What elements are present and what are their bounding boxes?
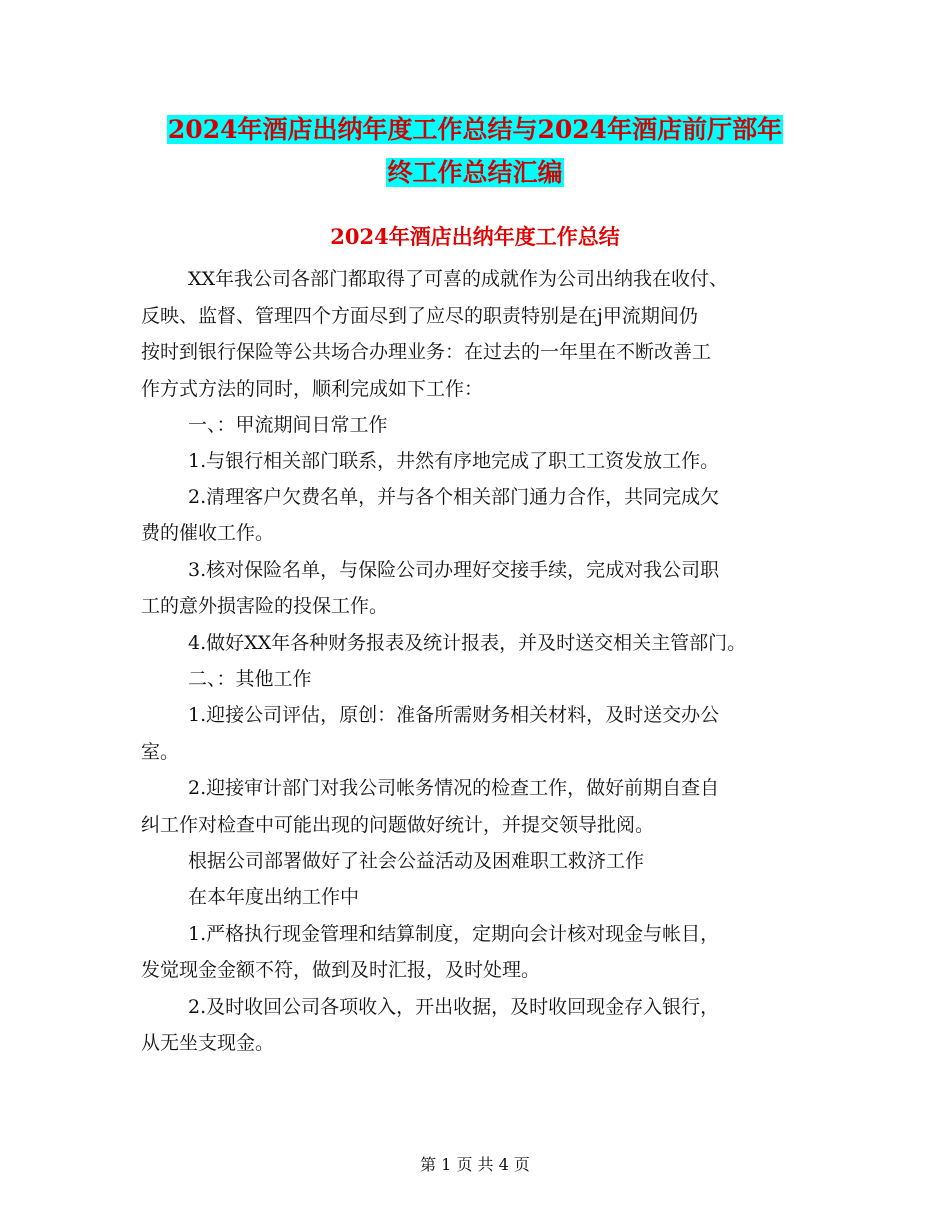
body-line: XX年我公司各部门都取得了可喜的成就作为公司出纳我在收付、 [188,268,729,290]
body-line: 费的催收工作。 [141,522,275,544]
body-line: 工的意外损害险的投保工作。 [141,595,389,617]
body-line: 2.及时收回公司各项收入，开出收据，及时收回现金存入银行， [188,996,720,1018]
body-line: 一、：甲流期间日常工作 [188,414,388,436]
body-line: 纠工作对检查中可能出现的问题做好统计，并提交领导批阅。 [141,814,655,836]
body-line: 2.清理客户欠费名单，并与各个相关部门通力合作，共同完成欠 [188,486,720,508]
body-line: 2.迎接审计部门对我公司帐务情况的检查工作，做好前期自查自 [188,777,720,799]
page-number-footer: 第 1 页 共 4 页 [420,1155,530,1174]
document-title-line-1 [0,109,950,151]
body-line: 1.迎接公司评估，原创：准备所需财务相关材料，及时送交办公 [188,704,720,726]
body-line: 根据公司部署做好了社会公益活动及困难职工救济工作 [188,850,645,872]
body-line: 反映、监督、管理四个方面尽到了应尽的职责特别是在j甲流期间仍 [141,305,698,327]
title-highlight: 2024年酒店出纳年度工作总结与2024年酒店前厅部年 [167,115,783,144]
body-line: 在本年度出纳工作中 [188,886,360,908]
body-line: 作方式方法的同时，顺利完成如下工作： [141,378,484,400]
section-title: 2024年酒店出纳年度工作总结 [330,224,620,249]
title-highlight: 终工作总结汇编 [387,158,563,187]
body-line: 从无坐支现金。 [141,1032,275,1054]
body-line: 4.做好XX年各种财务报表及统计报表，并及时送交相关主管部门。 [188,632,747,654]
body-line: 1.与银行相关部门联系，井然有序地完成了职工工资发放工作。 [188,450,720,472]
body-line: 3.核对保险名单，与保险公司办理好交接手续，完成对我公司职 [188,559,720,581]
body-line: 按时到银行保险等公共场合办理业务：在过去的一年里在不断改善工 [141,341,712,363]
body-line: 二、：其他工作 [188,668,312,690]
body-line: 室。 [141,741,180,763]
body-line: 1.严格执行现金管理和结算制度，定期向会计核对现金与帐目， [188,923,720,945]
document-title-line-2 [0,152,950,194]
body-line: 发觉现金金额不符，做到及时汇报，及时处理。 [141,959,541,981]
